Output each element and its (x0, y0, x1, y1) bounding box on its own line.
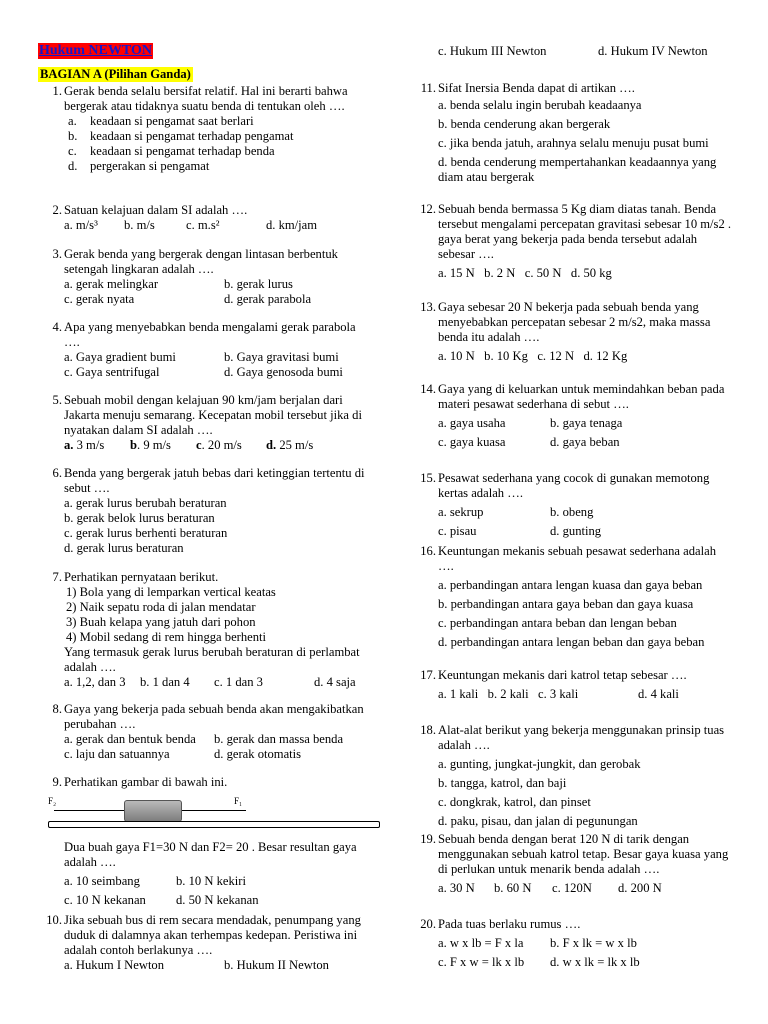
option-d[interactable]: d. gerak lurus beraturan (64, 541, 184, 555)
question-stem: Apa yang menyebabkan benda mengalami gerak parabola …. (64, 320, 356, 349)
question-number: 14. (420, 382, 436, 396)
question-6 (38, 466, 368, 556)
question-14 (412, 382, 732, 450)
arrow-f1 (180, 810, 246, 811)
option-b[interactable]: b. m/s (124, 218, 155, 232)
question-2 (38, 203, 368, 233)
question-4 (38, 320, 368, 380)
option-d[interactable]: d. benda cenderung mempertahankan keadaannya yang diam atau bergerak (438, 155, 717, 184)
answer-options[interactable]: a. 15 N b. 2 N c. 50 N d. 50 kg (438, 266, 612, 280)
option-c[interactable]: c. dongkrak, katrol, dan pinset (438, 795, 591, 809)
option-b[interactable]: b. 9 m/s (130, 438, 171, 452)
statement-2: 2) Naik sepatu roda di jalan mendatar (66, 600, 256, 614)
option-d[interactable]: d. 4 kali (638, 687, 679, 701)
question-prompt: Dua buah gaya F1=30 N dan F2= 20 . Besar resultan gaya adalah …. (64, 840, 357, 869)
question-stem: Alat-alat berikut yang bekerja menggunakan prinsip tuas adalah …. (438, 723, 725, 752)
question-13 (412, 300, 732, 364)
question-stem: Sebuah benda bermassa 5 Kg diam diatas tanah. Benda tersebut mengalami percepatan gravitasi sebesar 10 m/s2 . gaya berat yang bekerja pada benda tersebut adalah sebesar …. (438, 202, 732, 261)
answer-options[interactable]: a. 10 N b. 10 Kg c. 12 N d. 12 Kg (438, 349, 628, 363)
option-c[interactable]: c. m.s² (186, 218, 220, 232)
statement-1: 1) Bola yang di lemparkan vertical keatas (66, 585, 276, 599)
question-number: 15. (420, 471, 436, 485)
question-stem: Pesawat sederhana yang cocok di gunakan memotong kertas adalah …. (438, 471, 710, 500)
option-a[interactable]: a. gaya usaha (438, 416, 506, 430)
question-stem: Gaya yang bekerja pada sebuah benda akan mengakibatkan perubahan …. (64, 702, 364, 731)
question-stem: Sebuah benda dengan berat 120 N di tarik dengan menggunakan sebuah katrol tetap. Besar gaya kuasa yang di perlukan untuk menarik benda adalah …. (438, 832, 729, 876)
question-20 (412, 917, 732, 970)
question-number: 8. (52, 702, 62, 716)
option-d[interactable]: d. paku, pisau, dan jalan di pegunungan (438, 814, 638, 828)
option-b[interactable]: b. perbandingan antara gaya beban dan gaya kuasa (438, 597, 694, 611)
question-stem: Pada tuas berlaku rumus …. (438, 917, 581, 931)
option-a[interactable]: a. 3 m/s (64, 438, 105, 452)
option-c[interactable]: c. Gaya sentrifugal (64, 365, 160, 379)
option-c[interactable]: c. 120N (552, 881, 592, 895)
question-stem: Perhatikan gambar di bawah ini. (64, 775, 228, 789)
question-number: 12. (420, 202, 436, 216)
option-c[interactable]: c. pisau (438, 524, 477, 538)
option-a[interactable]: a. gunting, jungkat-jungkit, dan gerobak (438, 757, 641, 771)
question-5 (38, 393, 368, 453)
question-18 (412, 723, 732, 829)
question-7 (38, 570, 368, 690)
option-b[interactable]: b. F x lk = w x lb (550, 936, 637, 950)
option-d[interactable]: d. gunting (550, 524, 602, 538)
option-d[interactable]: d. pergerakan si pengamat (68, 159, 210, 173)
option-a[interactable]: a. sekrup (438, 505, 484, 519)
option-c[interactable]: c. gerak nyata (64, 292, 135, 306)
question-number: 1. (52, 84, 62, 98)
question-17 (412, 668, 732, 702)
question-number: 18. (420, 723, 436, 737)
question-number: 17. (420, 668, 436, 682)
question-number: 13. (420, 300, 436, 314)
option-d[interactable]: d. 4 saja (314, 675, 356, 689)
question-1 (38, 84, 368, 174)
option-b[interactable]: b. keadaan si pengamat terhadap pengamat (68, 129, 294, 143)
option-b[interactable]: b. 10 N kekiri (176, 874, 246, 888)
question-15 (412, 471, 732, 539)
option-a[interactable]: a. w x lb = F x la (438, 936, 524, 950)
question-16 (412, 544, 732, 650)
option-a[interactable]: a. perbandingan antara lengan kuasa dan gaya beban (438, 578, 703, 592)
option-b[interactable]: b. tangga, katrol, dan baji (438, 776, 567, 790)
option-d[interactable]: d. km/jam (266, 218, 318, 232)
option-b[interactable]: b. gerak belok lurus beraturan (64, 511, 215, 525)
option-c[interactable]: c. 10 N kekanan (64, 893, 146, 907)
arrow-f2 (54, 810, 124, 811)
option-a[interactable]: a. benda selalu ingin berubah keadaanya (438, 98, 642, 112)
question-stem: Perhatikan pernyataan berikut. (64, 570, 219, 584)
option-d[interactable]: d. 50 N kekanan (176, 893, 259, 907)
question-stem: Gerak benda selalu bersifat relatif. Hal ini berarti bahwa bergerak atau tidaknya suatu benda di tentukan oleh …. (64, 84, 348, 113)
option-a[interactable]: a. gerak lurus berubah beraturan (64, 496, 227, 510)
option-c[interactable]: c. 20 m/s (196, 438, 242, 452)
question-stem: Satuan kelajuan dalam SI adalah …. (64, 203, 248, 217)
option-b[interactable]: b. gaya tenaga (550, 416, 623, 430)
answer-options[interactable]: a. 1 kali b. 2 kali c. 3 kali (438, 687, 579, 701)
question-stem: Keuntungan mekanis sebuah pesawat sederhana adalah …. (438, 544, 717, 573)
option-d[interactable]: d. gerak parabola (224, 292, 312, 306)
option-b[interactable]: b. 1 dan 4 (140, 675, 190, 689)
option-a[interactable]: a. gerak dan bentuk benda (64, 732, 196, 746)
option-b[interactable]: b. Gaya gravitasi bumi (224, 350, 339, 364)
option-c[interactable]: c. perbandingan antara beban dan lengan beban (438, 616, 677, 630)
option-a[interactable]: a. 1,2, dan 3 (64, 675, 126, 689)
question-number: 5. (52, 393, 62, 407)
option-c[interactable]: c. gaya kuasa (438, 435, 506, 449)
question-9 (38, 775, 368, 908)
block-object (124, 800, 182, 822)
option-c[interactable]: c. jika benda jatuh, arahnya selalu menuju pusat bumi (438, 136, 709, 150)
option-d[interactable]: d. Gaya genosoda bumi (224, 365, 343, 379)
option-a[interactable]: a. gerak melingkar (64, 277, 159, 291)
question-number: 9. (52, 775, 62, 789)
question-number: 7. (52, 570, 62, 584)
question-stem: Gaya sebesar 20 N bekerja pada sebuah benda yang menyebabkan percepatan sebesar 2 m/s2, maka massa benda itu adalah …. (438, 300, 711, 344)
question-11 (412, 81, 732, 185)
question-number: 20. (420, 917, 436, 931)
option-a[interactable]: a. 10 seimbang (64, 874, 140, 888)
floor-rail (48, 821, 380, 828)
question-10 (38, 913, 368, 973)
option-d[interactable]: d. gerak otomatis (214, 747, 302, 761)
option-a[interactable]: a. keadaan si pengamat saat berlari (68, 114, 254, 128)
statement-4: 4) Mobil sedang di rem hingga berhenti (66, 630, 267, 644)
question-stem: Gerak benda yang bergerak dengan lintasan berbentuk setengah lingkaran adalah …. (64, 247, 338, 276)
question-number: 19. (420, 832, 436, 846)
option-d[interactable]: d. perbandingan antara lengan beban dan gaya beban (438, 635, 705, 649)
option-b[interactable]: b. Hukum II Newton (224, 958, 329, 972)
question-19 (412, 832, 732, 896)
option-d[interactable]: d. Hukum IV Newton (598, 44, 708, 58)
question-number: 4. (52, 320, 62, 334)
question-number: 11. (420, 81, 436, 95)
force-label-f2: F₂ (48, 796, 57, 806)
option-b[interactable]: b. obeng (550, 505, 594, 519)
question-stem: Benda yang bergerak jatuh bebas dari ketinggian tertentu di sebut …. (64, 466, 365, 495)
question-number: 6. (52, 466, 62, 480)
option-b[interactable]: b. 60 N (494, 881, 532, 895)
option-c[interactable]: c. gerak lurus berhenti beraturan (64, 526, 228, 540)
question-stem: Gaya yang di keluarkan untuk memindahkan beban pada materi pesawat sederhana di sebut …. (438, 382, 725, 411)
question-3 (38, 247, 368, 307)
option-d[interactable]: d. gaya beban (550, 435, 620, 449)
option-a[interactable]: a. 30 N (438, 881, 475, 895)
force-label-f1: F₁ (234, 796, 243, 806)
statement-3: 3) Buah kelapa yang jatuh dari pohon (66, 615, 256, 629)
question-prompt: Yang termasuk gerak lurus berubah beraturan di perlambat adalah …. (64, 645, 360, 674)
question-number: 10. (46, 913, 62, 927)
section-heading: BAGIAN A (Pilihan Ganda) (40, 67, 191, 81)
question-number: 3. (52, 247, 62, 261)
question-10-continued (412, 44, 732, 59)
question-stem: Sebuah mobil dengan kelajuan 90 km/jam berjalan dari Jakarta menuju semarang. Kecepatan mobil tersebut jika di nyatakan dalam SI adalah …. (64, 393, 362, 437)
option-b[interactable]: b. benda cenderung akan bergerak (438, 117, 611, 131)
question-number: 2. (52, 203, 62, 217)
option-c[interactable]: c. keadaan si pengamat terhadap benda (68, 144, 275, 158)
option-c[interactable]: c. F x w = lk x lb (438, 955, 525, 969)
question-stem: Sifat Inersia Benda dapat di artikan …. (438, 81, 635, 95)
question-stem: Keuntungan mekanis dari katrol tetap sebesar …. (438, 668, 687, 682)
option-a[interactable]: a. Gaya gradient bumi (64, 350, 176, 364)
option-a[interactable]: a. Hukum I Newton (64, 958, 165, 972)
page-title: Hukum NEWTON (39, 43, 152, 58)
option-c[interactable]: c. Hukum III Newton (438, 44, 547, 58)
question-8 (38, 702, 368, 762)
question-12 (412, 202, 732, 281)
question-stem: Jika sebuah bus di rem secara mendadak, penumpang yang duduk di dalamnya akan terhempas kedepan. Peristiwa ini adalah contoh berlakunya …. (64, 913, 361, 957)
option-b[interactable]: b. gerak dan massa benda (214, 732, 344, 746)
option-c[interactable]: c. 1 dan 3 (214, 675, 263, 689)
option-d[interactable]: d. 200 N (618, 881, 662, 895)
question-number: 16. (420, 544, 436, 558)
option-b[interactable]: b. gerak lurus (224, 277, 293, 291)
option-a[interactable]: a. m/s³ (64, 218, 98, 232)
force-diagram (48, 796, 368, 832)
option-d[interactable]: d. 25 m/s (266, 438, 314, 452)
option-c[interactable]: c. laju dan satuannya (64, 747, 170, 761)
option-d[interactable]: d. w x lk = lk x lb (550, 955, 640, 969)
